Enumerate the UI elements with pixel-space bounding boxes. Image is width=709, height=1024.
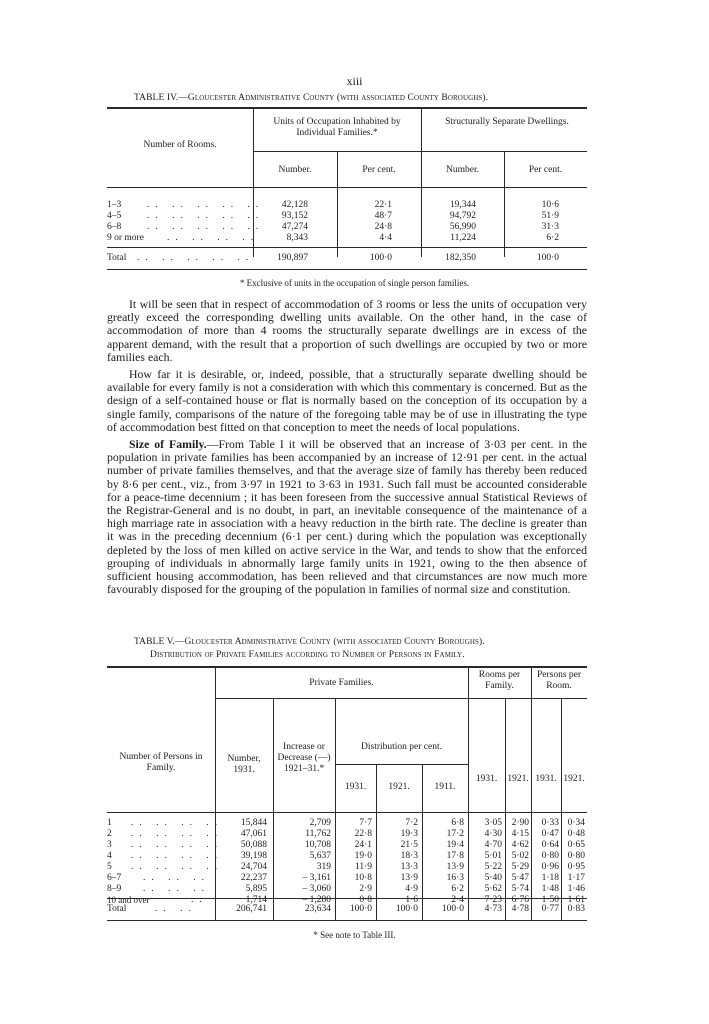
leader-dots: .. .. .. [143, 873, 210, 883]
cell-number: 8,343 [286, 233, 308, 243]
cell-dist-1921: 100·0 [395, 904, 418, 914]
body-text [107, 298, 587, 600]
cell-percent: 4·4 [379, 233, 392, 243]
cell-persons-1931: 0·47 [541, 829, 559, 839]
table5-col-increase: Increase or Decrease (—) 1921–31.* [277, 742, 331, 774]
cell-number: 47,061 [240, 829, 267, 839]
paragraph [107, 368, 587, 434]
paragraph-text: —From Table I it will be observed that an increase of 3·03 per cent. in the population in private families has been accompanied by an increase of 12·91 per cent. in the actual number of private families themselves, and that the average size of family has thereby been reduced by 8·6 per cent., viz., from 3·97 in 1921 to 3·63 in 1931. Such fall must be accounted considerable for a peace-time decennium ; it has been foreseen from the successive annual Statistical Reviews of the Registrar-General and is no doubt, in part, an inevitable consequence of the maintenance of a high marriage rate in association with a heavy reduction in the birth rate. The decline is greater than it was in the preceding decennium (6·1 per cent.) during which the population was exceptionally depleted by the loss of men killed on active service in the War, and tends to show that the enforced grouping of individuals in abnormally large family units in 1921, owing to the then absence of sufficient housing accommodation, has been relieved and that circumstances are now much more favourably disposed for the grouping of the population in families of normal size and constitution. [107, 437, 587, 597]
cell-number: 94,792 [449, 211, 476, 221]
cell-dist-1931: 10·8 [354, 873, 372, 883]
row-label: 6–7 [107, 873, 122, 883]
cell-dist-1911: 2·4 [451, 895, 464, 905]
cell-rooms-1921: 4·15 [511, 829, 529, 839]
cell-persons-1921: 1·46 [567, 884, 585, 894]
leader-dots: .. .. .. .. .. [137, 253, 255, 263]
table4-footnote: * Exclusive of units in the occupation of single person families. [239, 278, 470, 288]
row-label: 9 or more [107, 233, 144, 243]
cell-persons-1921: 1·61 [567, 895, 585, 905]
cell-dist-1931: 0·8 [359, 895, 372, 905]
cell-percent: 24·8 [374, 222, 392, 232]
cell-rooms-1931: 7·23 [484, 895, 502, 905]
cell-dist-1931: 24·1 [354, 840, 372, 850]
table5-caption-subtitle: Distribution of Private Families according to Number of Persons in Family. [150, 650, 465, 660]
cell-dist-1921: 19·3 [400, 829, 418, 839]
cell-percent: 100·0 [369, 253, 392, 263]
cell-rooms-1931: 4·73 [484, 904, 502, 914]
table5-footnote: * See note to Table III. [313, 930, 396, 940]
cell-increase: 11,762 [305, 829, 331, 839]
paragraph [107, 298, 587, 364]
row-label: 4 [107, 851, 112, 861]
cell-persons-1931: 1·18 [541, 873, 559, 883]
leader-dots: .. .. .. .. .. [147, 200, 265, 210]
cell-rooms-1921: 6·76 [511, 895, 529, 905]
cell-rooms-1931: 4·30 [484, 829, 502, 839]
row-label: 8–9 [107, 884, 122, 894]
cell-dist-1931: 100·0 [349, 904, 372, 914]
table4-col-percent-2: Per cent. [528, 165, 563, 175]
cell-increase: 2,709 [309, 818, 331, 828]
table5-col-distribution: Distribution per cent. [361, 742, 442, 752]
cell-rooms-1921: 4·62 [511, 840, 529, 850]
cell-rooms-1921: 5·29 [511, 862, 529, 872]
cell-dist-1911: 19·4 [446, 840, 464, 850]
cell-increase: – 3,161 [302, 873, 331, 883]
table4-row-header: Number of Rooms. [143, 140, 217, 150]
table5 [107, 666, 587, 924]
table5-group-persons: Persons per Room. [536, 670, 582, 691]
table4-col-number-1: Number. [278, 165, 312, 175]
cell-persons-1931: 0·64 [541, 840, 559, 850]
cell-percent: 48·7 [374, 211, 392, 221]
cell-persons-1921: 0·34 [567, 818, 585, 828]
table5-caption-lead: TABLE V.— [134, 637, 185, 647]
table5-group-rooms: Rooms per Family. [478, 670, 521, 691]
cell-dist-1931: 2·9 [359, 884, 372, 894]
cell-rooms-1931: 5·22 [484, 862, 502, 872]
paragraph [107, 438, 587, 596]
cell-number: 42,128 [281, 200, 308, 210]
cell-number: 39,198 [240, 851, 267, 861]
cell-number: 206,741 [236, 904, 267, 914]
cell-percent: 10·6 [541, 200, 559, 210]
table5-row-header: Number of Persons in Family. [119, 752, 203, 773]
row-label: Total [107, 253, 127, 263]
cell-persons-1931: 1·50 [541, 895, 559, 905]
cell-number: 1,714 [245, 895, 267, 905]
paragraph-text: How far it is desirable, or, indeed, possible, that a structurally separate dwelling should be available for every family is not a consideration with which this commentary is concerned. But as the design of a self-contained house or flat is normally based on the conception of its occupation by a single family, comparisons of the nature of the foregoing table may be of use in illustrating the type of accommodation best fitted on that conception to meet the needs of local populations. [107, 367, 587, 434]
cell-dist-1931: 11·9 [354, 862, 372, 872]
cell-dist-1931: 22·8 [354, 829, 372, 839]
cell-number: 22,237 [240, 873, 267, 883]
cell-number: 5,895 [245, 884, 267, 894]
cell-dist-1921: 7·2 [405, 818, 418, 828]
row-label: 1–3 [107, 200, 122, 210]
leader-dots: .. .. .. .. [131, 818, 224, 828]
cell-number: 24,704 [240, 862, 267, 872]
cell-persons-1921: 0·65 [567, 840, 585, 850]
cell-increase: 5,637 [309, 851, 331, 861]
cell-rooms-1931: 5·01 [484, 851, 502, 861]
row-label: 6–8 [107, 222, 122, 232]
table4-group-units: Units of Occupation Inhabited by Individual Families.* [273, 117, 401, 138]
cell-dist-1911: 6·8 [451, 818, 464, 828]
cell-rooms-1921: 5·47 [511, 873, 529, 883]
leader-dots: .. .. .. .. [131, 851, 224, 861]
table4-caption-lead: TABLE IV.— [134, 93, 188, 103]
leader-dots: .. .. .. .. [131, 829, 224, 839]
table5-group-private: Private Families. [309, 678, 374, 688]
cell-dist-1921: 13·3 [400, 862, 418, 872]
cell-persons-1931: 0·96 [541, 862, 559, 872]
cell-persons-1921: 0·80 [567, 851, 585, 861]
leader-dots: .. .. .. .. [131, 840, 224, 850]
table5-persons-1931: 1931. [535, 774, 557, 784]
row-label: Total [107, 904, 127, 914]
cell-rooms-1921: 4·78 [511, 904, 529, 914]
cell-percent: 31·3 [541, 222, 559, 232]
cell-number: 190,897 [277, 253, 308, 263]
table4-caption [134, 93, 488, 103]
cell-rooms-1931: 5·40 [484, 873, 502, 883]
table5-col-number: Number, 1931. [227, 754, 261, 775]
cell-number: 11,224 [450, 233, 476, 243]
table5-caption [134, 637, 485, 647]
cell-increase: 10,708 [304, 840, 331, 850]
table5-caption-title: Gloucester Administrative County (with associated County Boroughs). [184, 637, 485, 647]
cell-persons-1921: 0·83 [567, 904, 585, 914]
cell-persons-1921: 0·48 [567, 829, 585, 839]
row-label: 5 [107, 862, 112, 872]
cell-dist-1911: 13·9 [446, 862, 464, 872]
cell-number: 93,152 [281, 211, 308, 221]
cell-increase: 319 [316, 862, 331, 872]
table5-year-1931: 1931. [344, 782, 367, 792]
cell-dist-1911: 17·2 [446, 829, 464, 839]
cell-rooms-1931: 4·70 [484, 840, 502, 850]
cell-dist-1911: 17·8 [446, 851, 464, 861]
table5-year-1911: 1911. [434, 782, 456, 792]
leader-dots: .. .. .. [143, 884, 210, 894]
cell-percent: 100·0 [536, 253, 559, 263]
table5-persons-1921: 1921. [563, 774, 585, 784]
cell-dist-1921: 4·9 [405, 884, 418, 894]
cell-persons-1921: 0·95 [567, 862, 585, 872]
cell-percent: 6·2 [546, 233, 559, 243]
cell-increase: – 3,060 [302, 884, 331, 894]
cell-increase: – 1,280 [302, 895, 331, 905]
cell-dist-1911: 16·3 [446, 873, 464, 883]
cell-persons-1931: 0·77 [541, 904, 559, 914]
cell-rooms-1921: 5·02 [511, 851, 529, 861]
leader-dots: .. .. .. .. .. [147, 222, 265, 232]
cell-dist-1911: 6·2 [451, 884, 464, 894]
cell-rooms-1931: 3·05 [484, 818, 502, 828]
paragraph-lead: Size of Family. [129, 437, 207, 452]
row-label: 3 [107, 840, 112, 850]
cell-dist-1911: 100·0 [441, 904, 464, 914]
table4-group-dwellings: Structurally Separate Dwellings. [445, 117, 569, 127]
cell-dist-1921: 1·6 [405, 895, 418, 905]
leader-dots: .. .. .. .. [167, 233, 260, 243]
cell-persons-1931: 1·48 [541, 884, 559, 894]
cell-number: 19,344 [449, 200, 476, 210]
table5-year-1921: 1921. [388, 782, 410, 792]
row-label: 10 and over [107, 895, 150, 905]
table5-rooms-1931: 1931. [475, 774, 498, 784]
cell-persons-1921: 1·17 [567, 873, 585, 883]
cell-rooms-1921: 5·74 [511, 884, 529, 894]
leader-dots: .. .. .. .. .. [147, 211, 265, 221]
cell-dist-1931: 19·0 [354, 851, 372, 861]
cell-number: 182,350 [445, 253, 476, 263]
row-label: 1 [107, 818, 112, 828]
cell-number: 15,844 [240, 818, 267, 828]
paragraph-text: It will be seen that in respect of accommodation of 3 rooms or less the units of occupation very greatly exceed the corresponding dwelling units available. On the other hand, in the case of accommodation of more than 4 rooms the structurally separate dwellings are in excess of the apparent demand, with the result that a proportion of such dwellings are occupied by two or more families each. [107, 297, 587, 364]
cell-number: 56,990 [449, 222, 476, 232]
cell-persons-1931: 0·33 [541, 818, 559, 828]
cell-dist-1921: 18·3 [400, 851, 418, 861]
row-label: 2 [107, 829, 112, 839]
cell-percent: 22·1 [374, 200, 392, 210]
row-label: 4–5 [107, 211, 122, 221]
cell-dist-1921: 13·9 [400, 873, 418, 883]
cell-rooms-1921: 2·90 [511, 818, 529, 828]
cell-dist-1921: 21·5 [400, 840, 418, 850]
table4-caption-title: Gloucester Administrative County (with associated County Boroughs). [187, 93, 489, 103]
leader-dots: .. [191, 895, 208, 905]
leader-dots: .. .. .. .. [131, 862, 224, 872]
cell-percent: 51·9 [541, 211, 559, 221]
cell-number: 47,274 [281, 222, 308, 232]
leader-dots: .. .. [155, 904, 197, 914]
page-number: xiii [346, 74, 363, 88]
table5-rooms-1921: 1921. [507, 774, 529, 784]
cell-rooms-1931: 5·62 [484, 884, 502, 894]
cell-persons-1931: 0·80 [541, 851, 559, 861]
cell-dist-1931: 7·7 [359, 818, 372, 828]
table4 [107, 107, 587, 274]
table4-col-number-2: Number. [446, 165, 479, 175]
cell-increase: 23,634 [304, 904, 331, 914]
cell-number: 50,088 [240, 840, 267, 850]
table4-col-percent-1: Per cent. [362, 165, 396, 175]
